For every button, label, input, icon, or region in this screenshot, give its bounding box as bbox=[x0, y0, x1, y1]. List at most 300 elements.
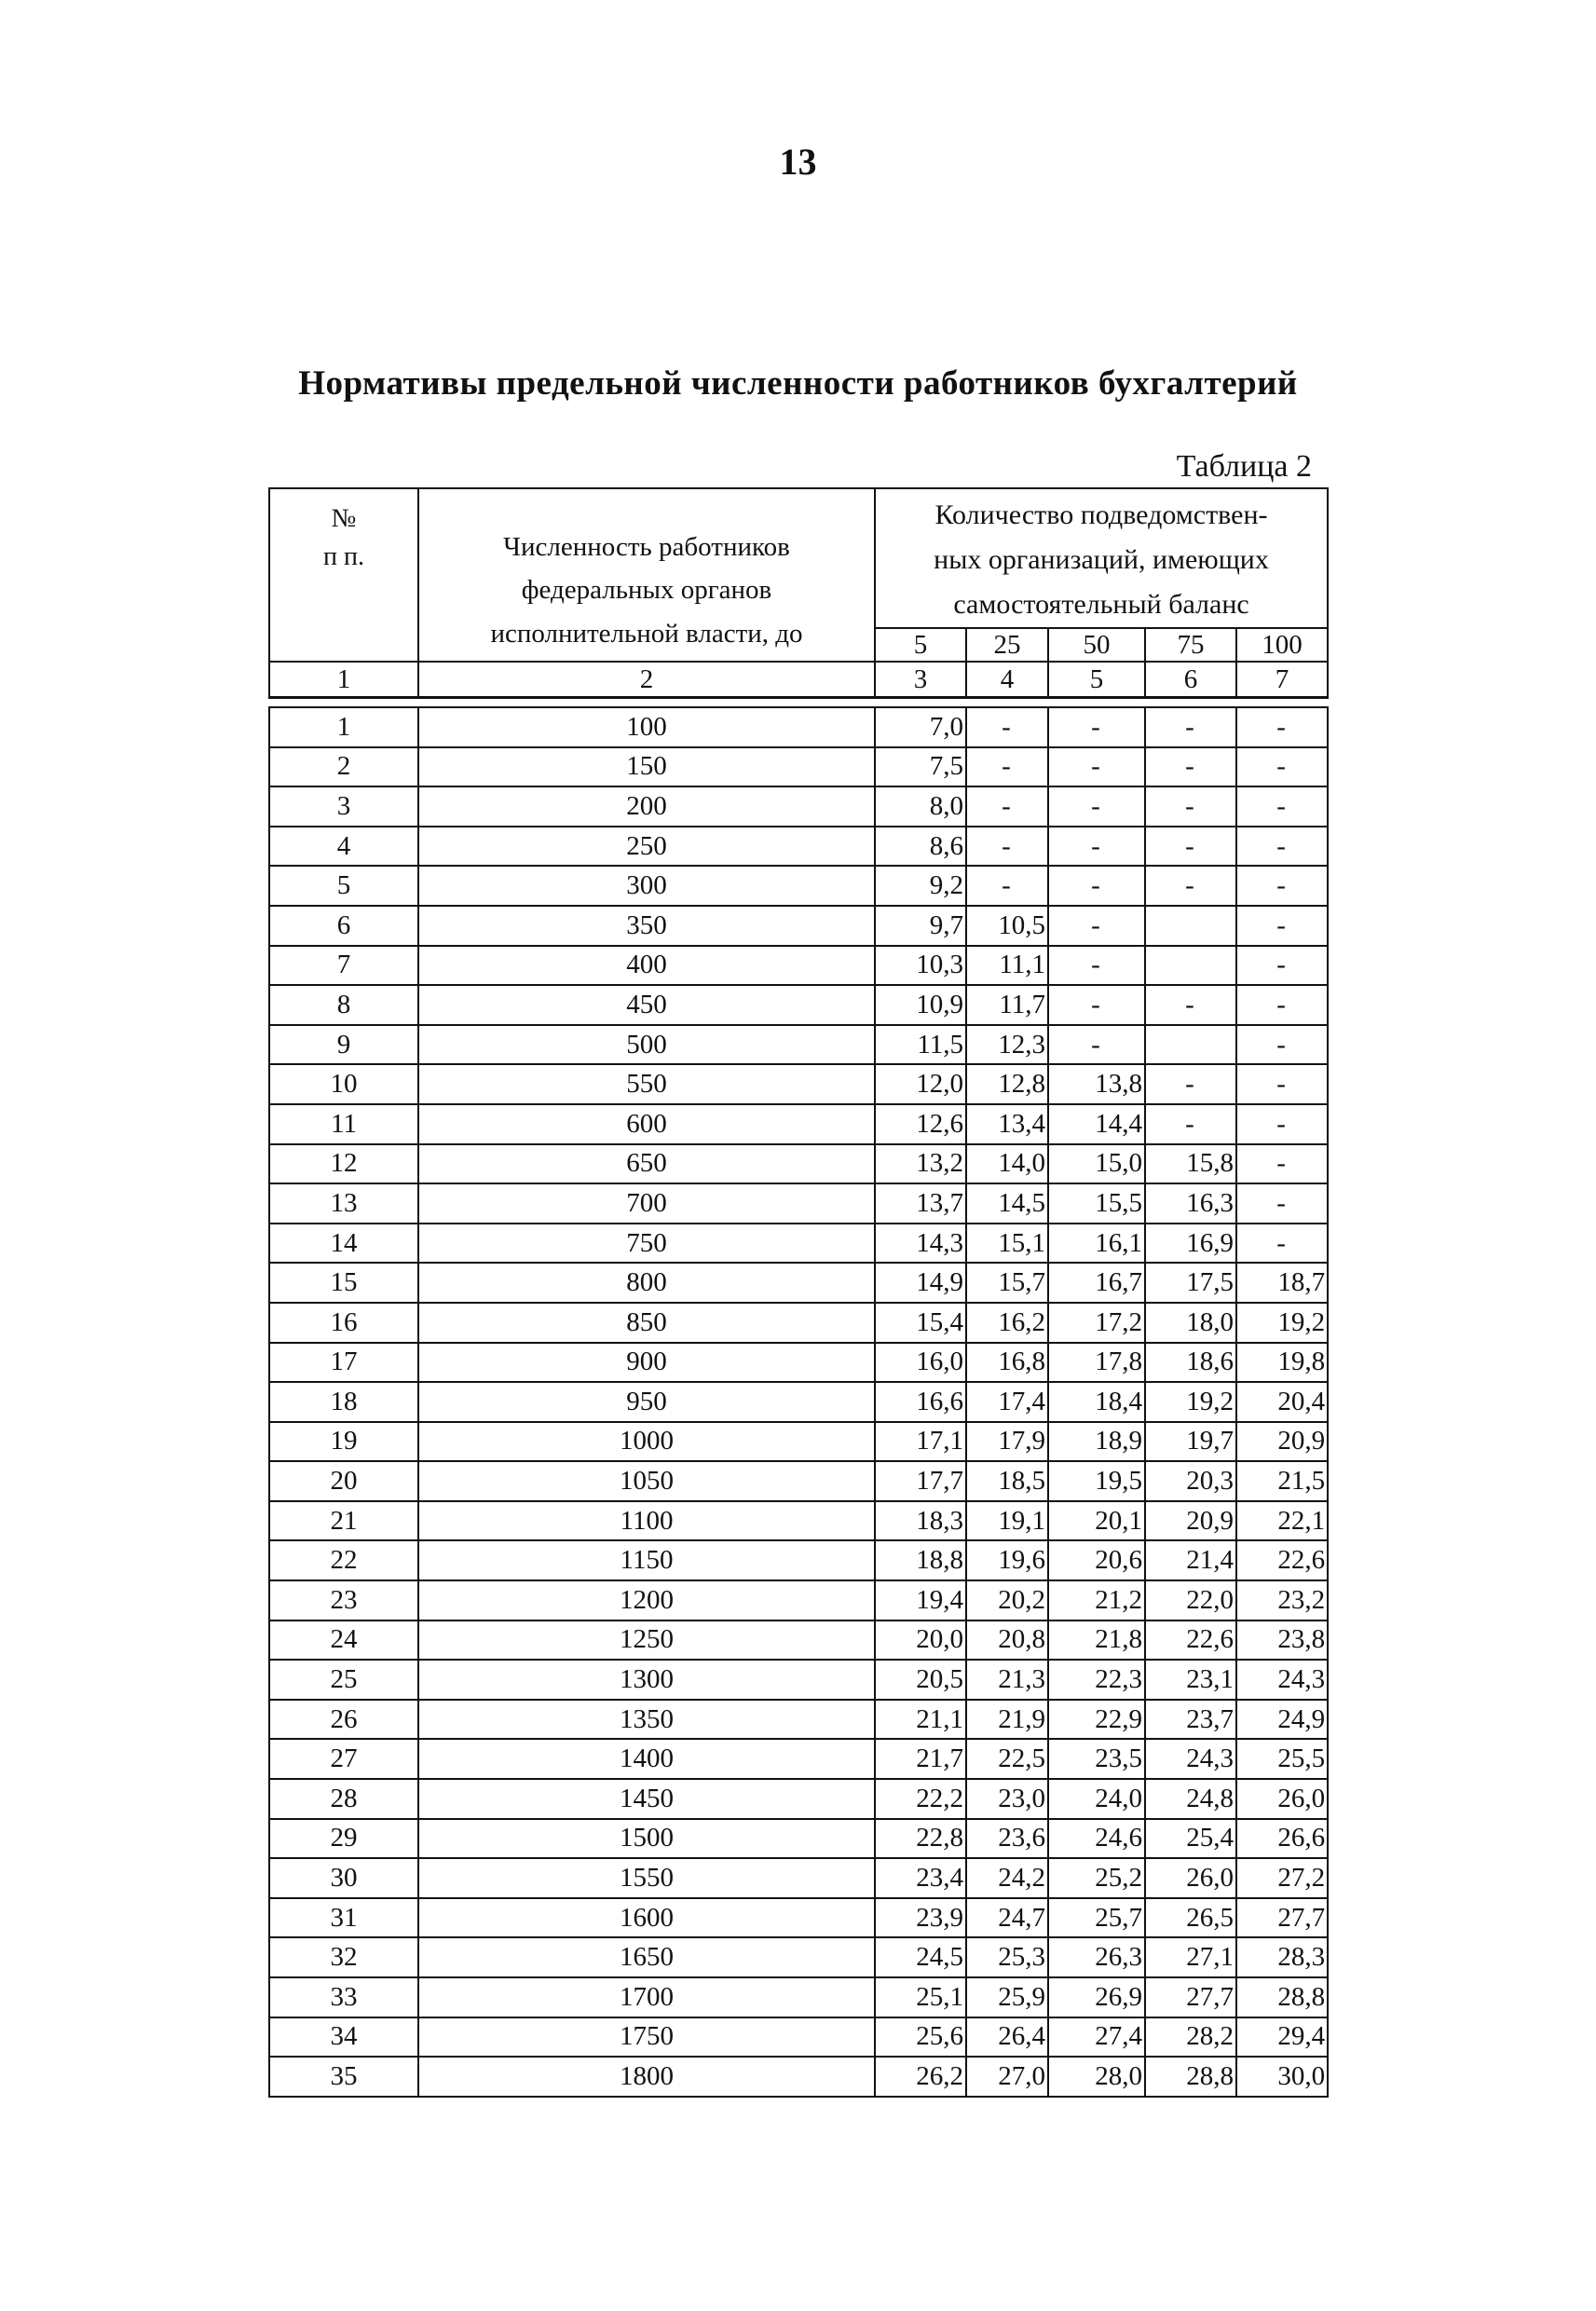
employee-count-cell: 250 bbox=[418, 827, 875, 867]
table-row bbox=[269, 827, 1328, 867]
norm-value-cell: 22,3 bbox=[1048, 1660, 1145, 1700]
norm-value-cell: 10,5 bbox=[966, 906, 1048, 946]
header-subordinate-orgs bbox=[875, 488, 1328, 628]
employee-count-cell: 600 bbox=[418, 1104, 875, 1144]
row-number-cell: 34 bbox=[269, 2017, 418, 2058]
norm-value-cell: - bbox=[1048, 906, 1145, 946]
row-number-cell: 1 bbox=[269, 707, 418, 747]
norm-value-cell: 14,3 bbox=[875, 1224, 966, 1264]
table-row bbox=[269, 786, 1328, 827]
column-number-cell: 7 bbox=[1236, 662, 1328, 698]
norm-value-cell: - bbox=[1236, 866, 1328, 906]
norm-value-cell: 18,8 bbox=[875, 1540, 966, 1580]
employee-count-cell: 650 bbox=[418, 1144, 875, 1184]
norm-value-cell: 17,4 bbox=[966, 1382, 1048, 1422]
norm-value-cell: 21,8 bbox=[1048, 1620, 1145, 1661]
norm-value-cell: 27,4 bbox=[1048, 2017, 1145, 2058]
norm-value-cell: 20,5 bbox=[875, 1660, 966, 1700]
column-number-cell: 1 bbox=[269, 662, 418, 698]
page-number: 13 bbox=[779, 141, 817, 183]
norm-value-cell: 25,6 bbox=[875, 2017, 966, 2058]
table-row bbox=[269, 1104, 1328, 1144]
norm-value-cell: - bbox=[1145, 786, 1236, 827]
norm-value-cell: 18,3 bbox=[875, 1501, 966, 1541]
employee-count-cell: 900 bbox=[418, 1343, 875, 1383]
norm-value-cell: 26,4 bbox=[966, 2017, 1048, 2058]
employee-count-cell: 1250 bbox=[418, 1620, 875, 1661]
norm-value-cell: - bbox=[1145, 1064, 1236, 1104]
table-row bbox=[269, 1461, 1328, 1501]
employee-count-cell: 1700 bbox=[418, 1977, 875, 2017]
norm-value-cell: 20,4 bbox=[1236, 1382, 1328, 1422]
norm-value-cell: 22,2 bbox=[875, 1779, 966, 1819]
norm-value-cell: 26,2 bbox=[875, 2057, 966, 2097]
table-row bbox=[269, 1343, 1328, 1383]
norm-value-cell: 16,8 bbox=[966, 1343, 1048, 1383]
norm-value-cell: 12,6 bbox=[875, 1104, 966, 1144]
column-number-cell: 2 bbox=[418, 662, 875, 698]
norm-value-cell: 24,8 bbox=[1145, 1779, 1236, 1819]
table-row bbox=[269, 946, 1328, 986]
row-number-cell: 20 bbox=[269, 1461, 418, 1501]
table-row bbox=[269, 906, 1328, 946]
norm-value-cell: 17,8 bbox=[1048, 1343, 1145, 1383]
norm-value-cell: 7,0 bbox=[875, 707, 966, 747]
table-row bbox=[269, 1025, 1328, 1065]
table-row bbox=[269, 1501, 1328, 1541]
norm-value-cell: 21,2 bbox=[1048, 1580, 1145, 1620]
norm-value-cell bbox=[1145, 1025, 1236, 1065]
row-number-cell: 33 bbox=[269, 1977, 418, 2017]
employee-count-cell: 1450 bbox=[418, 1779, 875, 1819]
norm-value-cell: 19,5 bbox=[1048, 1461, 1145, 1501]
norm-value-cell: 12,0 bbox=[875, 1064, 966, 1104]
norm-value-cell: 17,7 bbox=[875, 1461, 966, 1501]
norm-value-cell: 19,7 bbox=[1145, 1422, 1236, 1462]
norm-value-cell bbox=[1145, 946, 1236, 986]
table-row bbox=[269, 747, 1328, 787]
table-row bbox=[269, 1660, 1328, 1700]
norm-value-cell: - bbox=[966, 827, 1048, 867]
norm-value-cell: 18,4 bbox=[1048, 1382, 1145, 1422]
norm-value-cell: 17,1 bbox=[875, 1422, 966, 1462]
norm-value-cell: 20,6 bbox=[1048, 1540, 1145, 1580]
employee-count-cell: 150 bbox=[418, 747, 875, 787]
norm-value-cell: - bbox=[1236, 786, 1328, 827]
norm-value-cell: - bbox=[1048, 1025, 1145, 1065]
employee-count-cell: 700 bbox=[418, 1183, 875, 1224]
norm-value-cell: 28,8 bbox=[1236, 1977, 1328, 2017]
employee-count-cell: 1200 bbox=[418, 1580, 875, 1620]
norm-value-cell: 28,0 bbox=[1048, 2057, 1145, 2097]
norm-value-cell: 21,4 bbox=[1145, 1540, 1236, 1580]
table-row bbox=[269, 1898, 1328, 1938]
employee-count-cell: 300 bbox=[418, 866, 875, 906]
row-number-cell: 16 bbox=[269, 1303, 418, 1343]
norm-value-cell: 16,3 bbox=[1145, 1183, 1236, 1224]
norm-value-cell: 13,4 bbox=[966, 1104, 1048, 1144]
table-row bbox=[269, 1819, 1328, 1859]
header-count-line: Численность работников bbox=[503, 531, 790, 562]
norm-value-cell: 26,6 bbox=[1236, 1819, 1328, 1859]
norm-value-cell: 20,9 bbox=[1145, 1501, 1236, 1541]
norm-value-cell: 19,8 bbox=[1236, 1343, 1328, 1383]
table-row bbox=[269, 1858, 1328, 1898]
norm-value-cell: 18,7 bbox=[1236, 1263, 1328, 1303]
norm-value-cell: 16,9 bbox=[1145, 1224, 1236, 1264]
norm-value-cell: - bbox=[1048, 786, 1145, 827]
row-number-cell: 9 bbox=[269, 1025, 418, 1065]
norm-value-cell: 23,7 bbox=[1145, 1700, 1236, 1740]
norm-value-cell: 14,4 bbox=[1048, 1104, 1145, 1144]
table-row bbox=[269, 1064, 1328, 1104]
table-row bbox=[269, 1224, 1328, 1264]
row-number-cell: 11 bbox=[269, 1104, 418, 1144]
norm-value-cell: 20,2 bbox=[966, 1580, 1048, 1620]
column-numbers-row bbox=[269, 662, 1328, 698]
column-number-cell: 5 bbox=[1048, 662, 1145, 698]
norm-value-cell: - bbox=[1236, 1104, 1328, 1144]
employee-count-cell: 550 bbox=[418, 1064, 875, 1104]
table-row bbox=[269, 1700, 1328, 1740]
norm-value-cell: 12,8 bbox=[966, 1064, 1048, 1104]
employee-count-cell: 1650 bbox=[418, 1937, 875, 1977]
norm-value-cell: - bbox=[966, 747, 1048, 787]
norm-value-cell: - bbox=[1145, 1104, 1236, 1144]
row-number-cell: 6 bbox=[269, 906, 418, 946]
table-row bbox=[269, 1580, 1328, 1620]
row-number-cell: 35 bbox=[269, 2057, 418, 2097]
norm-value-cell: 16,7 bbox=[1048, 1263, 1145, 1303]
norm-value-cell: 11,5 bbox=[875, 1025, 966, 1065]
row-number-cell: 21 bbox=[269, 1501, 418, 1541]
norm-value-cell: 24,0 bbox=[1048, 1779, 1145, 1819]
norm-value-cell: - bbox=[1048, 866, 1145, 906]
norm-value-cell: 20,0 bbox=[875, 1620, 966, 1661]
norm-value-cell: 25,4 bbox=[1145, 1819, 1236, 1859]
table-row bbox=[269, 1382, 1328, 1422]
row-number-cell: 29 bbox=[269, 1819, 418, 1859]
employee-count-cell: 1400 bbox=[418, 1739, 875, 1779]
header-row-number bbox=[269, 488, 418, 662]
norm-value-cell: 10,9 bbox=[875, 985, 966, 1025]
norm-value-cell: 15,0 bbox=[1048, 1144, 1145, 1184]
norm-value-cell: 20,3 bbox=[1145, 1461, 1236, 1501]
employee-count-cell: 200 bbox=[418, 786, 875, 827]
row-number-cell: 32 bbox=[269, 1937, 418, 1977]
table-row bbox=[269, 985, 1328, 1025]
norm-value-cell: 17,2 bbox=[1048, 1303, 1145, 1343]
norm-value-cell: 21,1 bbox=[875, 1700, 966, 1740]
norm-value-cell: 22,8 bbox=[875, 1819, 966, 1859]
header-org-level-cell: 25 bbox=[966, 628, 1048, 662]
employee-count-cell: 1550 bbox=[418, 1858, 875, 1898]
header-no-line: № bbox=[331, 504, 357, 533]
norm-value-cell: 15,5 bbox=[1048, 1183, 1145, 1224]
row-number-cell: 10 bbox=[269, 1064, 418, 1104]
column-number-cell: 6 bbox=[1145, 662, 1236, 698]
norm-value-cell: 22,6 bbox=[1145, 1620, 1236, 1661]
norm-value-cell: 13,2 bbox=[875, 1144, 966, 1184]
table-row bbox=[269, 1422, 1328, 1462]
norm-value-cell: 27,7 bbox=[1236, 1898, 1328, 1938]
norm-value-cell: 26,3 bbox=[1048, 1937, 1145, 1977]
norm-value-cell: 18,5 bbox=[966, 1461, 1048, 1501]
employee-count-cell: 450 bbox=[418, 985, 875, 1025]
norm-value-cell: 15,1 bbox=[966, 1224, 1048, 1264]
norm-value-cell bbox=[1145, 906, 1236, 946]
norm-value-cell: 19,1 bbox=[966, 1501, 1048, 1541]
norm-value-cell: 17,9 bbox=[966, 1422, 1048, 1462]
norm-value-cell: 21,7 bbox=[875, 1739, 966, 1779]
norm-value-cell: 28,3 bbox=[1236, 1937, 1328, 1977]
row-number-cell: 12 bbox=[269, 1144, 418, 1184]
table-row bbox=[269, 1263, 1328, 1303]
norm-value-cell: 23,4 bbox=[875, 1858, 966, 1898]
document-title: Нормативы предельной численности работников бухгалтерий bbox=[298, 364, 1298, 403]
row-number-cell: 2 bbox=[269, 747, 418, 787]
norm-value-cell: 10,3 bbox=[875, 946, 966, 986]
norm-value-cell: - bbox=[1236, 707, 1328, 747]
norm-value-cell: 23,6 bbox=[966, 1819, 1048, 1859]
norm-value-cell: 19,2 bbox=[1236, 1303, 1328, 1343]
norm-value-cell: 25,1 bbox=[875, 1977, 966, 2017]
employee-count-cell: 500 bbox=[418, 1025, 875, 1065]
table-row bbox=[269, 707, 1328, 747]
employee-count-cell: 1100 bbox=[418, 1501, 875, 1541]
header-org-level-cell: 100 bbox=[1236, 628, 1328, 662]
norm-value-cell: 21,3 bbox=[966, 1660, 1048, 1700]
row-number-cell: 27 bbox=[269, 1739, 418, 1779]
row-number-cell: 15 bbox=[269, 1263, 418, 1303]
header-employee-count bbox=[418, 488, 875, 662]
column-number-cell: 4 bbox=[966, 662, 1048, 698]
norm-value-cell: 11,1 bbox=[966, 946, 1048, 986]
norm-value-cell: 27,7 bbox=[1145, 1977, 1236, 2017]
norm-value-cell: 24,9 bbox=[1236, 1700, 1328, 1740]
employee-count-cell: 1350 bbox=[418, 1700, 875, 1740]
norm-value-cell: 25,7 bbox=[1048, 1898, 1145, 1938]
norm-value-cell: 9,7 bbox=[875, 906, 966, 946]
norm-value-cell: 18,0 bbox=[1145, 1303, 1236, 1343]
employee-count-cell: 350 bbox=[418, 906, 875, 946]
norm-value-cell: - bbox=[1145, 747, 1236, 787]
employee-count-cell: 1000 bbox=[418, 1422, 875, 1462]
norm-value-cell: 23,8 bbox=[1236, 1620, 1328, 1661]
norm-value-cell: 24,2 bbox=[966, 1858, 1048, 1898]
norm-value-cell: 27,2 bbox=[1236, 1858, 1328, 1898]
norm-value-cell: 23,5 bbox=[1048, 1739, 1145, 1779]
norm-value-cell: 15,4 bbox=[875, 1303, 966, 1343]
norm-value-cell: 22,6 bbox=[1236, 1540, 1328, 1580]
table-row bbox=[269, 1144, 1328, 1184]
norm-value-cell: - bbox=[1145, 866, 1236, 906]
norm-value-cell: 21,5 bbox=[1236, 1461, 1328, 1501]
norm-value-cell: 11,7 bbox=[966, 985, 1048, 1025]
norm-value-cell: 23,0 bbox=[966, 1779, 1048, 1819]
norm-value-cell: 27,1 bbox=[1145, 1937, 1236, 1977]
norm-value-cell: 23,1 bbox=[1145, 1660, 1236, 1700]
norm-value-cell: 19,6 bbox=[966, 1540, 1048, 1580]
norm-value-cell: - bbox=[1048, 827, 1145, 867]
row-number-cell: 24 bbox=[269, 1620, 418, 1661]
employee-count-cell: 950 bbox=[418, 1382, 875, 1422]
norms-table bbox=[268, 487, 1329, 2098]
norm-value-cell: - bbox=[1048, 747, 1145, 787]
norm-value-cell: 13,7 bbox=[875, 1183, 966, 1224]
norm-value-cell: 24,3 bbox=[1145, 1739, 1236, 1779]
employee-count-cell: 1050 bbox=[418, 1461, 875, 1501]
header-orgs-line: самостоятельный баланс bbox=[953, 589, 1249, 620]
table-row bbox=[269, 1937, 1328, 1977]
norm-value-cell: - bbox=[1236, 906, 1328, 946]
norm-value-cell: 24,7 bbox=[966, 1898, 1048, 1938]
norm-value-cell: 25,5 bbox=[1236, 1739, 1328, 1779]
norm-value-cell: 20,9 bbox=[1236, 1422, 1328, 1462]
norm-value-cell: 15,7 bbox=[966, 1263, 1048, 1303]
norm-value-cell: 9,2 bbox=[875, 866, 966, 906]
row-number-cell: 25 bbox=[269, 1660, 418, 1700]
table-row bbox=[269, 1779, 1328, 1819]
norm-value-cell: 13,8 bbox=[1048, 1064, 1145, 1104]
norm-value-cell: 24,5 bbox=[875, 1937, 966, 1977]
row-number-cell: 22 bbox=[269, 1540, 418, 1580]
norm-value-cell: 26,5 bbox=[1145, 1898, 1236, 1938]
norm-value-cell: 14,0 bbox=[966, 1144, 1048, 1184]
norm-value-cell: - bbox=[1236, 1144, 1328, 1184]
employee-count-cell: 1750 bbox=[418, 2017, 875, 2058]
employee-count-cell: 1800 bbox=[418, 2057, 875, 2097]
row-number-cell: 5 bbox=[269, 866, 418, 906]
norm-value-cell: - bbox=[1236, 1183, 1328, 1224]
norm-value-cell: 24,3 bbox=[1236, 1660, 1328, 1700]
norm-value-cell: - bbox=[1048, 985, 1145, 1025]
row-number-cell: 8 bbox=[269, 985, 418, 1025]
row-number-cell: 26 bbox=[269, 1700, 418, 1740]
table-row bbox=[269, 1620, 1328, 1661]
norm-value-cell: 22,5 bbox=[966, 1739, 1048, 1779]
norm-value-cell: 23,2 bbox=[1236, 1580, 1328, 1620]
employee-count-cell: 850 bbox=[418, 1303, 875, 1343]
norm-value-cell: - bbox=[966, 707, 1048, 747]
norm-value-cell: 18,9 bbox=[1048, 1422, 1145, 1462]
header-spacer bbox=[269, 698, 1328, 708]
norm-value-cell: - bbox=[966, 866, 1048, 906]
norm-value-cell: - bbox=[1236, 946, 1328, 986]
row-number-cell: 18 bbox=[269, 1382, 418, 1422]
norm-value-cell: 29,4 bbox=[1236, 2017, 1328, 2058]
norm-value-cell: 25,2 bbox=[1048, 1858, 1145, 1898]
table-row bbox=[269, 2057, 1328, 2097]
norm-value-cell: 23,9 bbox=[875, 1898, 966, 1938]
norm-value-cell: 7,5 bbox=[875, 747, 966, 787]
table-row bbox=[269, 1739, 1328, 1779]
employee-count-cell: 1600 bbox=[418, 1898, 875, 1938]
norm-value-cell: 21,9 bbox=[966, 1700, 1048, 1740]
norm-value-cell: - bbox=[1236, 1025, 1328, 1065]
norm-value-cell: 16,0 bbox=[875, 1343, 966, 1383]
row-number-cell: 3 bbox=[269, 786, 418, 827]
row-number-cell: 31 bbox=[269, 1898, 418, 1938]
norm-value-cell: 16,6 bbox=[875, 1382, 966, 1422]
norm-value-cell: 18,6 bbox=[1145, 1343, 1236, 1383]
norm-value-cell: - bbox=[1236, 985, 1328, 1025]
norm-value-cell: 20,1 bbox=[1048, 1501, 1145, 1541]
norm-value-cell: - bbox=[1145, 985, 1236, 1025]
norm-value-cell: 8,6 bbox=[875, 827, 966, 867]
norm-value-cell: 28,2 bbox=[1145, 2017, 1236, 2058]
row-number-cell: 30 bbox=[269, 1858, 418, 1898]
row-number-cell: 4 bbox=[269, 827, 418, 867]
row-number-cell: 23 bbox=[269, 1580, 418, 1620]
row-number-cell: 17 bbox=[269, 1343, 418, 1383]
norm-value-cell: - bbox=[1048, 707, 1145, 747]
table-caption: Таблица 2 bbox=[1176, 449, 1312, 484]
row-number-cell: 13 bbox=[269, 1183, 418, 1224]
norm-value-cell: 19,2 bbox=[1145, 1382, 1236, 1422]
norm-value-cell: 25,3 bbox=[966, 1937, 1048, 1977]
header-count-line: федеральных органов bbox=[521, 575, 772, 606]
row-number-cell: 7 bbox=[269, 946, 418, 986]
norm-value-cell: 28,8 bbox=[1145, 2057, 1236, 2097]
norm-value-cell: 14,9 bbox=[875, 1263, 966, 1303]
norm-value-cell: - bbox=[966, 786, 1048, 827]
header-org-level-cell: 75 bbox=[1145, 628, 1236, 662]
employee-count-cell: 1150 bbox=[418, 1540, 875, 1580]
employee-count-cell: 400 bbox=[418, 946, 875, 986]
table-row bbox=[269, 1183, 1328, 1224]
norm-value-cell: 26,9 bbox=[1048, 1977, 1145, 2017]
norm-value-cell: - bbox=[1236, 827, 1328, 867]
norm-value-cell: 24,6 bbox=[1048, 1819, 1145, 1859]
table-row bbox=[269, 2017, 1328, 2058]
norm-value-cell: 12,3 bbox=[966, 1025, 1048, 1065]
norm-value-cell: 15,8 bbox=[1145, 1144, 1236, 1184]
norm-value-cell: - bbox=[1236, 1064, 1328, 1104]
header-org-level-cell: 5 bbox=[875, 628, 966, 662]
table-row bbox=[269, 866, 1328, 906]
norm-value-cell: 30,0 bbox=[1236, 2057, 1328, 2097]
employee-count-cell: 1500 bbox=[418, 1819, 875, 1859]
norm-value-cell: 17,5 bbox=[1145, 1263, 1236, 1303]
column-number-cell: 3 bbox=[875, 662, 966, 698]
norm-value-cell: - bbox=[1236, 1224, 1328, 1264]
norm-value-cell: 22,9 bbox=[1048, 1700, 1145, 1740]
table-row bbox=[269, 1303, 1328, 1343]
row-number-cell: 19 bbox=[269, 1422, 418, 1462]
norm-value-cell: 22,0 bbox=[1145, 1580, 1236, 1620]
header-orgs-line: ных организаций, имеющих bbox=[934, 544, 1269, 575]
norm-value-cell: 20,8 bbox=[966, 1620, 1048, 1661]
table-row bbox=[269, 1540, 1328, 1580]
norm-value-cell: 22,1 bbox=[1236, 1501, 1328, 1541]
employee-count-cell: 1300 bbox=[418, 1660, 875, 1700]
table-row bbox=[269, 1977, 1328, 2017]
norm-value-cell: 8,0 bbox=[875, 786, 966, 827]
norm-value-cell: - bbox=[1048, 946, 1145, 986]
header-count-line: исполнительной власти, до bbox=[490, 618, 803, 649]
norm-value-cell: - bbox=[1236, 747, 1328, 787]
norm-value-cell: - bbox=[1145, 707, 1236, 747]
employee-count-cell: 800 bbox=[418, 1263, 875, 1303]
row-number-cell: 28 bbox=[269, 1779, 418, 1819]
norm-value-cell: 25,9 bbox=[966, 1977, 1048, 2017]
employee-count-cell: 750 bbox=[418, 1224, 875, 1264]
norm-value-cell: 26,0 bbox=[1236, 1779, 1328, 1819]
norm-value-cell: 27,0 bbox=[966, 2057, 1048, 2097]
row-number-cell: 14 bbox=[269, 1224, 418, 1264]
norm-value-cell: - bbox=[1145, 827, 1236, 867]
